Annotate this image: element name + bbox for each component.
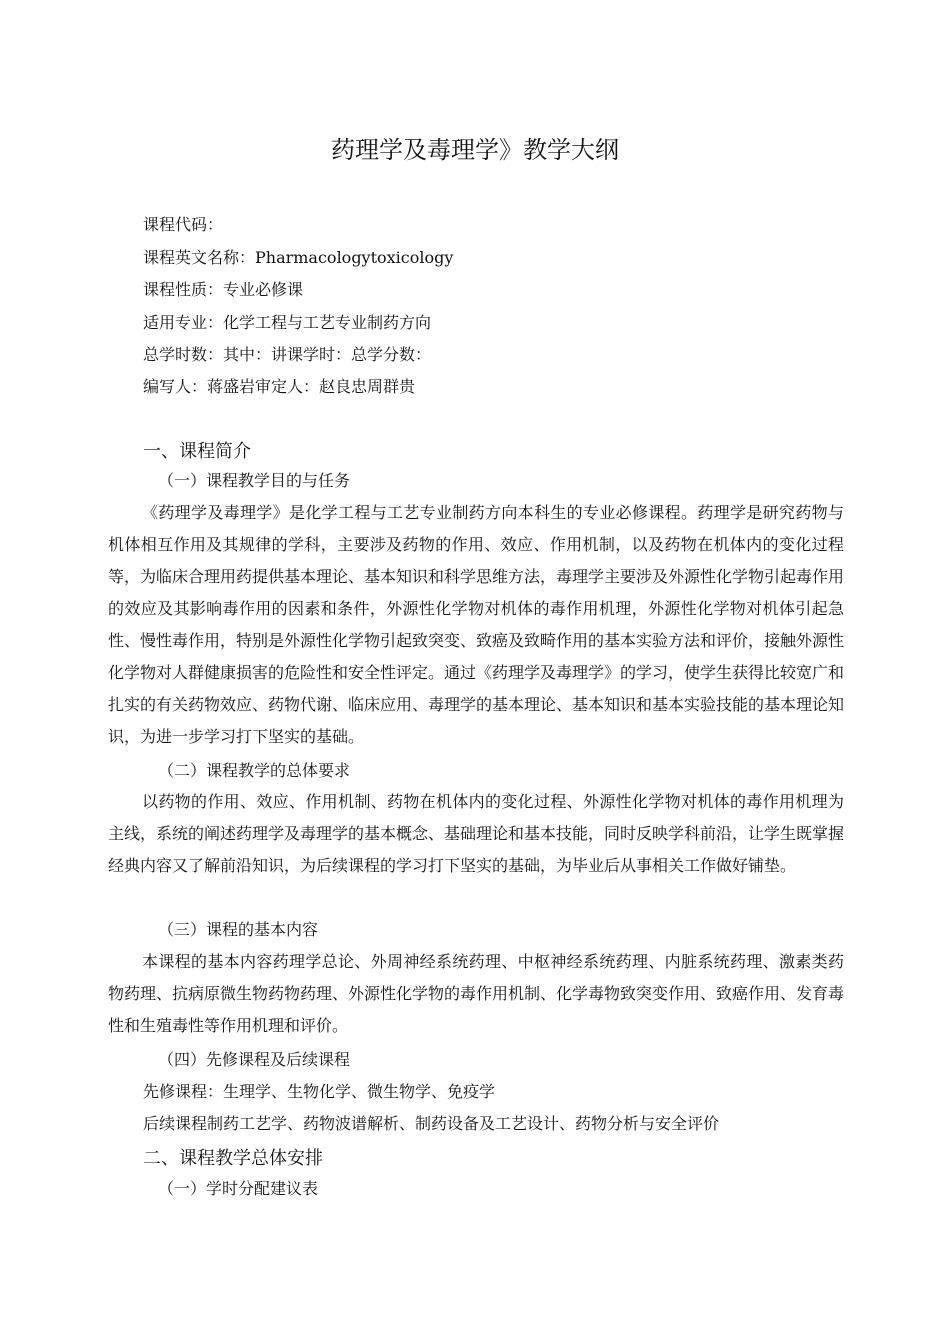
total-hours: 总学时数：其中：讲课学时：总学分数：: [143, 345, 432, 364]
paragraph-requirements: 以药物的作用、效应、作用机制、药物在机体内的变化过程、外源性化学物对机体的毒作用机理为主线，系统的阐述药理学及毒理学的基本概念、基础理论和基本技能，同时反映学科前沿，让学生既掌握经典内容又了解前沿知识，为后续课程的学习打下坚实的基础，为毕业后从事相关工作做好铺垫。: [108, 792, 845, 875]
subsection-heading-3: （三）课程的基本内容: [158, 920, 319, 939]
paragraph-content: 本课程的基本内容药理学总论、外周神经系统药理、中枢神经系统药理、内脏系统药理、激素类药物药理、抗病原微生物药物药理、外源性化学物的毒作用机制、化学毒物致突变作用、致癌作用、发育毒性和生殖毒性等作用机理和评价。: [108, 952, 845, 1035]
course-english-name: 课程英文名称：Pharmacologytoxicology: [143, 248, 454, 267]
subsection-heading-4: （四）先修课程及后续课程: [158, 1050, 351, 1069]
course-code: 课程代码：: [143, 215, 224, 234]
section-heading-1: 一、课程简介: [143, 441, 251, 462]
prerequisite-courses: 先修课程：生理学、生物化学、微生物学、免疫学: [143, 1082, 496, 1101]
followup-courses: 后续课程制药工艺学、药物波谱解析、制药设备及工艺设计、药物分析与安全评价: [143, 1114, 720, 1133]
course-nature: 课程性质：专业必修课: [143, 280, 304, 299]
section-heading-2: 二、课程教学总体安排: [143, 1148, 323, 1169]
page-title: 药理学及毒理学》教学大纲: [331, 136, 619, 164]
paragraph-purpose: 《药理学及毒理学》是化学工程与工艺专业制药方向本科生的专业必修课程。药理学是研究药物与机体相互作用及其规律的学科，主要涉及药物的作用、效应、作用机制，以及药物在机体内的变化过程等，为临床合理用药提供基本理论、基本知识和科学思维方法，毒理学主要涉及外源性化学物引起毒作用的效应及其影响毒作用的因素和条件，外源性化学物对机体的毒作用机理，外源性化学物对机体引起急性、慢性毒作用，特别是外源性化学物引起致突变、致癌及致畸作用的基本实验方法和评价，接触外源性化学物对人群健康损害的危险性和安全性评定。通过《药理学及毒理学》的学习，使学生获得比较宽广和扎实的有关药物效应、药物代谢、临床应用、毒理学的基本理论、基本知识和基本实验技能的基本理论知识，为进一步学习打下坚实的基础。: [108, 503, 845, 746]
authors: 编写人：蒋盛岩审定人：赵良忠周群贵: [143, 377, 416, 396]
subsection-heading-2: （二）课程教学的总体要求: [158, 761, 351, 780]
subsection-heading-5: （一）学时分配建议表: [158, 1179, 319, 1198]
subsection-heading-1: （一）课程教学目的与任务: [158, 471, 351, 490]
applicable-major: 适用专业：化学工程与工艺专业制药方向: [143, 313, 432, 332]
